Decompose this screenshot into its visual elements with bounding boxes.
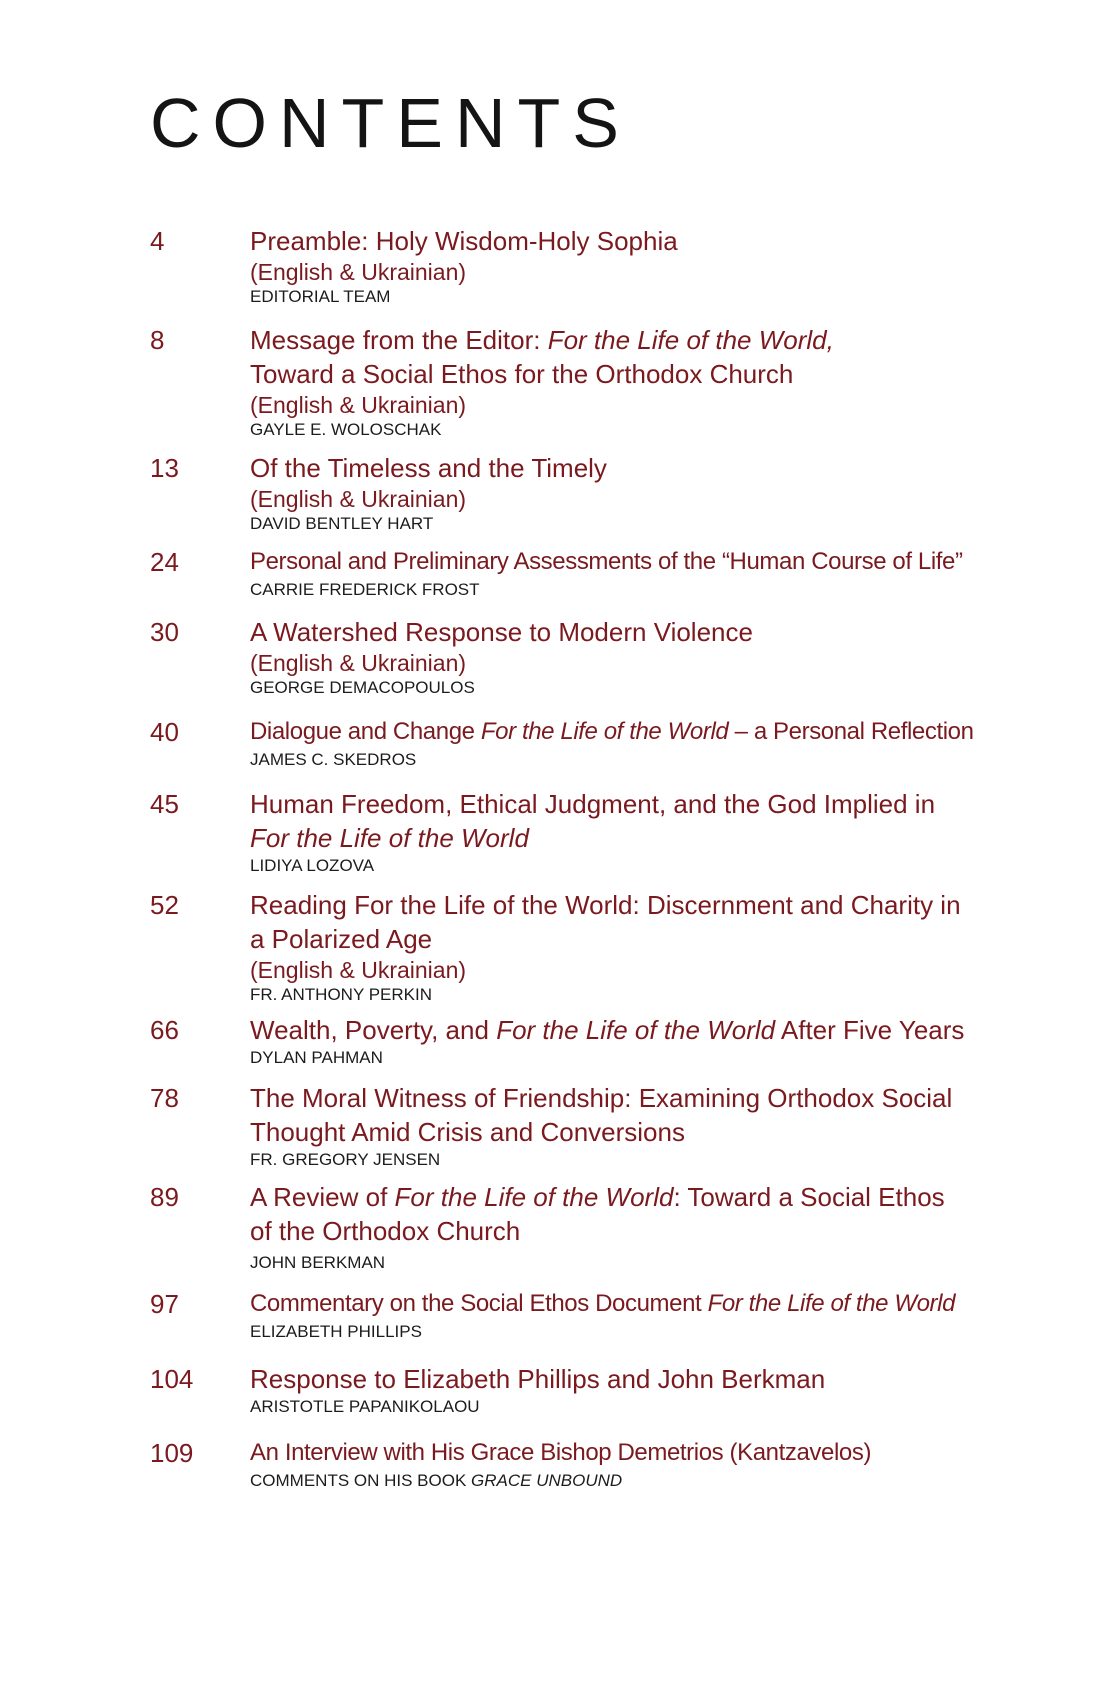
entry-author-italic: GRACE UNBOUND (471, 1471, 623, 1490)
entry-author: ELIZABETH PHILLIPS (250, 1322, 422, 1341)
entry-title-italic: For the Life of the World (480, 718, 729, 745)
entry-author: DYLAN PAHMAN (250, 1048, 383, 1067)
page-number: 45 (150, 789, 179, 819)
entry-title-part: – a Personal Reflection (734, 718, 974, 745)
entry-author: LIDIYA LOZOVA (250, 856, 375, 875)
entry-title-italic: For the Life of the World, (547, 325, 834, 355)
entry-title-italic: For the Life of the World (394, 1182, 674, 1212)
entry-language: (English & Ukrainian) (250, 486, 467, 512)
page-title: CONTENTS (150, 84, 631, 162)
toc-entry (150, 1180, 1010, 1287)
toc-entry (150, 451, 1010, 545)
page-number: 89 (150, 1182, 179, 1212)
entry-title[interactable]: Response to Elizabeth Phillips and John Berkman (250, 1364, 826, 1394)
entry-author: FR. GREGORY JENSEN (250, 1150, 441, 1169)
entry-title[interactable]: Personal and Preliminary Assessments of the “Human Course of Life” (250, 548, 963, 575)
toc-entry (150, 888, 1010, 1013)
entry-author: GAYLE E. WOLOSCHAK (250, 420, 442, 439)
entry-title-italic: For the Life of the World (707, 1290, 956, 1317)
entry-author: GEORGE DEMACOPOULOS (250, 678, 475, 697)
entry-language: (English & Ukrainian) (250, 650, 467, 676)
page-number: 66 (150, 1015, 179, 1045)
entry-title[interactable]: An Interview with His Grace Bishop Demetrios (Kantzavelos) (250, 1439, 872, 1466)
entry-author: CARRIE FREDERICK FROST (250, 580, 480, 599)
toc-entry (150, 715, 1010, 787)
entry-title-line2[interactable]: a Polarized Age (250, 924, 433, 954)
page-number: 109 (150, 1438, 194, 1468)
entry-title[interactable] (250, 323, 1010, 357)
entry-title[interactable]: The Moral Witness of Friendship: Examining Orthodox Social (250, 1083, 953, 1113)
page-number: 40 (150, 717, 179, 747)
entry-title-part: A Review of (250, 1182, 388, 1212)
entry-title-part: Message from the Editor: (250, 325, 541, 355)
toc-entry (150, 545, 1010, 615)
entry-language: (English & Ukrainian) (250, 259, 467, 285)
entry-author (250, 1470, 1010, 1492)
page-number: 52 (150, 890, 179, 920)
entry-title[interactable] (250, 1180, 1010, 1214)
entry-title-part: : Toward a Social Ethos (673, 1182, 945, 1212)
toc-entry (150, 1013, 1010, 1081)
entry-title[interactable] (250, 1287, 1010, 1321)
entry-title-italic: For the Life of the World (250, 823, 529, 853)
entry-author: JOHN BERKMAN (250, 1253, 386, 1272)
toc-entry (150, 224, 1010, 323)
contents-list (150, 224, 1010, 1506)
toc-entry (150, 1436, 1010, 1506)
entry-author: ARISTOTLE PAPANIKOLAOU (250, 1397, 480, 1416)
page-number: 78 (150, 1083, 179, 1113)
entry-title[interactable]: Preamble: Holy Wisdom-Holy Sophia (250, 226, 678, 256)
toc-entry (150, 1362, 1010, 1436)
page-number: 8 (150, 325, 165, 355)
entry-title-line2[interactable]: of the Orthodox Church (250, 1216, 521, 1246)
entry-title[interactable]: Of the Timeless and the Timely (250, 453, 607, 483)
page-number: 104 (150, 1364, 194, 1394)
entry-title[interactable] (250, 715, 1010, 749)
entry-author-part: COMMENTS ON HIS BOOK (250, 1471, 467, 1490)
entry-title[interactable]: Reading For the Life of the World: Discernment and Charity in (250, 890, 961, 920)
toc-entry (150, 615, 1010, 715)
entry-title-part: After Five Years (780, 1015, 965, 1045)
entry-title-line2[interactable]: Toward a Social Ethos for the Orthodox Church (250, 359, 794, 389)
entry-title-line2[interactable] (250, 821, 1010, 855)
entry-author: EDITORIAL TEAM (250, 287, 391, 306)
entry-author: FR. ANTHONY PERKIN (250, 985, 432, 1004)
entry-title[interactable]: A Watershed Response to Modern Violence (250, 617, 753, 647)
toc-entry (150, 1081, 1010, 1180)
entry-language: (English & Ukrainian) (250, 957, 467, 983)
entry-title-line2[interactable]: Thought Amid Crisis and Conversions (250, 1117, 685, 1147)
entry-title-part: Wealth, Poverty, and (250, 1015, 489, 1045)
page-number: 4 (150, 226, 165, 256)
page-number: 13 (150, 453, 179, 483)
toc-entry (150, 1287, 1010, 1362)
toc-entry (150, 787, 1010, 888)
page-number: 97 (150, 1289, 179, 1319)
page-number: 30 (150, 617, 179, 647)
entry-title-italic: For the Life of the World (496, 1015, 776, 1045)
entry-title[interactable] (250, 1013, 1010, 1047)
page-number: 24 (150, 547, 179, 577)
entry-title-part: Commentary on the Social Ethos Document (250, 1290, 702, 1317)
toc-entry (150, 323, 1010, 451)
entry-language: (English & Ukrainian) (250, 392, 467, 418)
entry-title[interactable]: Human Freedom, Ethical Judgment, and the God Implied in (250, 789, 936, 819)
entry-title-part: Dialogue and Change (250, 718, 475, 745)
entry-author: JAMES C. SKEDROS (250, 750, 417, 769)
entry-author: DAVID BENTLEY HART (250, 514, 434, 533)
